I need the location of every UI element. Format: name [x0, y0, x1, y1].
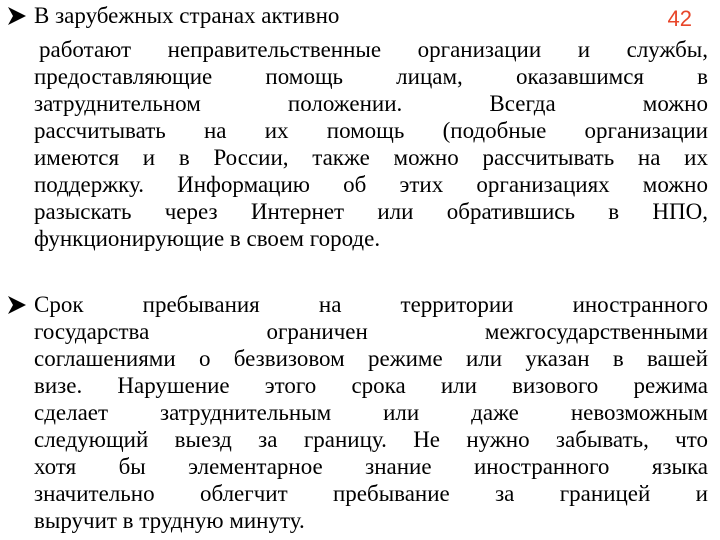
- paragraph-line: функционирующие в своем городе.: [34, 226, 381, 251]
- paragraph-line: сделает затруднительным или даже невозможным: [34, 400, 708, 425]
- paragraph-line: выручит в трудную минуту.: [34, 508, 305, 533]
- paragraph-line: рассчитывать на их помощь (подобные организации: [34, 118, 708, 143]
- arrowhead-bullet-icon: [6, 294, 28, 316]
- paragraph-line: поддержку. Информацию об этих организациях можно: [34, 172, 708, 197]
- paragraph-line: визе. Нарушение этого срока или визового режима: [34, 373, 708, 398]
- arrowhead-bullet-icon: [6, 5, 28, 27]
- paragraph-line: В зарубежных странах активно: [34, 3, 340, 28]
- paragraph-line: хотя бы элементарное знание иностранного языка: [34, 454, 708, 479]
- paragraph-line: разыскать через Интернет или обратившись в НПО,: [34, 199, 708, 224]
- paragraph-line: Срок пребывания на территории иностранного: [34, 292, 708, 317]
- paragraph-line: предоставляющие помощь лицам, оказавшимся в: [34, 64, 708, 89]
- paragraph-line: соглашениями о безвизовом режиме или указан в вашей: [34, 346, 708, 371]
- paragraph-line: значительно облегчит пребывание за границей и: [34, 481, 708, 506]
- paragraph-line: затруднительном положении. Всегда можно: [34, 91, 708, 116]
- paragraph-line: работают неправительственные организации и службы,: [39, 37, 708, 62]
- paragraph-line: следующий выезд за границу. Не нужно забывать, что: [34, 427, 708, 452]
- page-number: 42: [667, 6, 692, 31]
- paragraph-line: имеются и в России, также можно рассчитывать на их: [34, 145, 708, 170]
- paragraph-line: государства ограничен межгосударственными: [34, 319, 708, 344]
